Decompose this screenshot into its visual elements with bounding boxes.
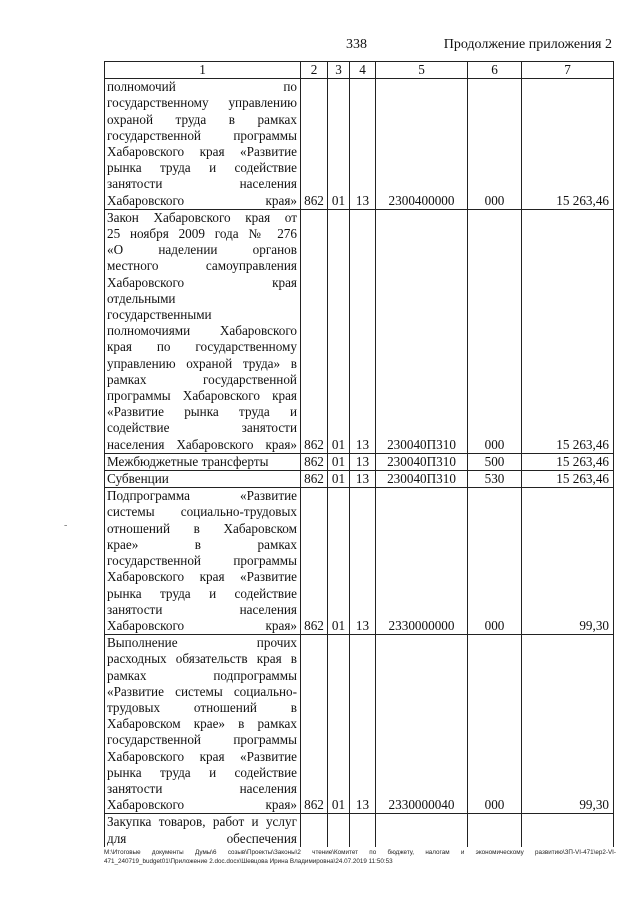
row-name-line: для обеспечения: [107, 830, 297, 846]
row-name-line: государственной программы: [107, 553, 297, 569]
row-name-line: рамках государственной: [107, 371, 297, 387]
header-row: [105, 62, 614, 79]
section-code-cell: 01: [328, 488, 350, 635]
row-name-line: государственной программы: [107, 127, 297, 143]
subsection-code-cell: 13: [350, 209, 376, 453]
row-name: [105, 453, 301, 470]
col-header: 4: [350, 62, 376, 79]
target-article-cell: 2330000040: [376, 635, 468, 814]
ministry-code-cell: 862: [301, 209, 328, 453]
section-code-cell: 01: [328, 635, 350, 814]
amount-cell: 99,30: [522, 635, 614, 814]
row-name-line: «Развитие системы социально-: [107, 683, 297, 699]
row-name-line: «Развитие рынка труда и: [107, 404, 297, 420]
row-name-line: Межбюджетные трансферты: [107, 453, 269, 469]
row-name: [105, 814, 301, 847]
amount-cell: 15 263,46: [522, 79, 614, 210]
expense-type-cell: 000: [468, 79, 522, 210]
row-name-line: Подпрограмма «Развитие: [107, 488, 297, 504]
amount-cell: [522, 814, 614, 847]
section-code-cell: 01: [328, 209, 350, 453]
section-code-cell: [328, 814, 350, 847]
table-row: [105, 814, 614, 847]
target-article-cell: 2330000000: [376, 488, 468, 635]
row-name-line: полномочиями Хабаровского: [107, 323, 297, 339]
table-row: [105, 471, 614, 488]
table-row: [105, 209, 614, 453]
row-name-line: полномочий по: [107, 79, 297, 95]
subsection-code-cell: 13: [350, 635, 376, 814]
subsection-code-cell: 13: [350, 488, 376, 635]
target-article-cell: 230040П310: [376, 209, 468, 453]
ministry-code-cell: [301, 814, 328, 847]
row-name-line: Хабаровском крае» в рамках: [107, 716, 297, 732]
budget-table: [104, 61, 614, 847]
row-name-line: крае» в рамках: [107, 536, 297, 552]
col-header: 2: [301, 62, 328, 79]
scan-speck: -: [64, 520, 68, 531]
row-name: [105, 471, 301, 488]
row-name-line: Хабаровского края»: [107, 617, 297, 633]
row-name: [105, 209, 301, 453]
section-code-cell: 01: [328, 453, 350, 470]
col-header: 5: [376, 62, 468, 79]
expense-type-cell: 500: [468, 453, 522, 470]
row-name-line: расходных обязательств края в: [107, 651, 297, 667]
row-name-line: рамках подпрограммы: [107, 667, 297, 683]
row-name-line: «О наделении органов: [107, 242, 297, 258]
row-name-line: программы Хабаровского края: [107, 388, 297, 404]
row-name-line: отдельными: [107, 290, 176, 306]
row-name-line: рынка труда и содействие: [107, 764, 297, 780]
col-header: 7: [522, 62, 614, 79]
amount-cell: 15 263,46: [522, 453, 614, 470]
row-name-line: местного самоуправления: [107, 258, 297, 274]
amount-cell: 99,30: [522, 488, 614, 635]
row-name-line: Хабаровского края «Развитие: [107, 748, 297, 764]
row-name-line: управлению охраной труда» в: [107, 355, 297, 371]
row-name-line: охраной труда в рамках: [107, 111, 297, 127]
row-name: [105, 488, 301, 635]
expense-type-cell: 530: [468, 471, 522, 488]
row-name-line: Хабаровского края «Развитие: [107, 569, 297, 585]
row-name-line: трудовых отношений в: [107, 699, 297, 715]
row-name-line: содействие занятости: [107, 420, 297, 436]
row-name-line: рынка труда и содействие: [107, 585, 297, 601]
target-article-cell: 230040П310: [376, 471, 468, 488]
expense-type-cell: 000: [468, 635, 522, 814]
row-name-line: Хабаровского края»: [107, 192, 297, 208]
col-header: 1: [105, 62, 301, 79]
target-article-cell: 230040П310: [376, 453, 468, 470]
row-name-line: отношений в Хабаровском: [107, 520, 297, 536]
row-name-line: системы социально-трудовых: [107, 504, 297, 520]
row-name-line: государственными: [107, 307, 212, 323]
ministry-code-cell: 862: [301, 488, 328, 635]
row-name-line: Хабаровского края «Развитие: [107, 144, 297, 160]
row-name-line: Субвенции: [107, 471, 169, 487]
row-name-line: Закон Хабаровского края от: [107, 209, 297, 225]
target-article-cell: [376, 814, 468, 847]
row-name: [105, 635, 301, 814]
subsection-code-cell: 13: [350, 79, 376, 210]
col-header: 3: [328, 62, 350, 79]
section-code-cell: 01: [328, 79, 350, 210]
row-name-line: Хабаровского края: [107, 274, 297, 290]
table-row: [105, 453, 614, 470]
row-name-line: занятости населения: [107, 601, 297, 617]
ministry-code-cell: 862: [301, 471, 328, 488]
ministry-code-cell: 862: [301, 635, 328, 814]
table-row: [105, 79, 614, 210]
row-name-line: государственной программы: [107, 732, 297, 748]
expense-type-cell: 000: [468, 488, 522, 635]
file-path-footer: М:\Итоговые документы Думы\6 созыв\Проекты\Законы\2 чтение\Комитет по бюджету, налогам и экономическому развитию\ЗП-VI-471\ер2-VI-471_240719_budget01\Приложение 2.doc.docx\Шевцова Ирина Владимировна\24.07.2019 11:50:53: [104, 849, 616, 865]
subsection-code-cell: [350, 814, 376, 847]
continuation-label: Продолжение приложения 2: [443, 37, 612, 52]
table-row: [105, 488, 614, 635]
row-name-line: края по государственному: [107, 339, 297, 355]
row-name-line: населения Хабаровского края»: [107, 436, 297, 452]
row-name-line: Выполнение прочих: [107, 635, 297, 651]
expense-type-cell: [468, 814, 522, 847]
subsection-code-cell: 13: [350, 471, 376, 488]
row-name-line: Закупка товаров, работ и услуг: [107, 814, 297, 830]
page-number: 338: [346, 37, 367, 52]
ministry-code-cell: 862: [301, 79, 328, 210]
amount-cell: 15 263,46: [522, 471, 614, 488]
amount-cell: 15 263,46: [522, 209, 614, 453]
row-name-line: рынка труда и содействие: [107, 160, 297, 176]
section-code-cell: 01: [328, 471, 350, 488]
row-name-line: Хабаровского края»: [107, 797, 297, 813]
row-name-line: 25 ноября 2009 года № 276: [107, 226, 297, 242]
row-name: [105, 79, 301, 210]
subsection-code-cell: 13: [350, 453, 376, 470]
row-name-line: занятости населения: [107, 176, 297, 192]
table-row: [105, 635, 614, 814]
ministry-code-cell: 862: [301, 453, 328, 470]
col-header: 6: [468, 62, 522, 79]
row-name-line: занятости населения: [107, 780, 297, 796]
row-name-line: государственному управлению: [107, 95, 297, 111]
expense-type-cell: 000: [468, 209, 522, 453]
target-article-cell: 2300400000: [376, 79, 468, 210]
